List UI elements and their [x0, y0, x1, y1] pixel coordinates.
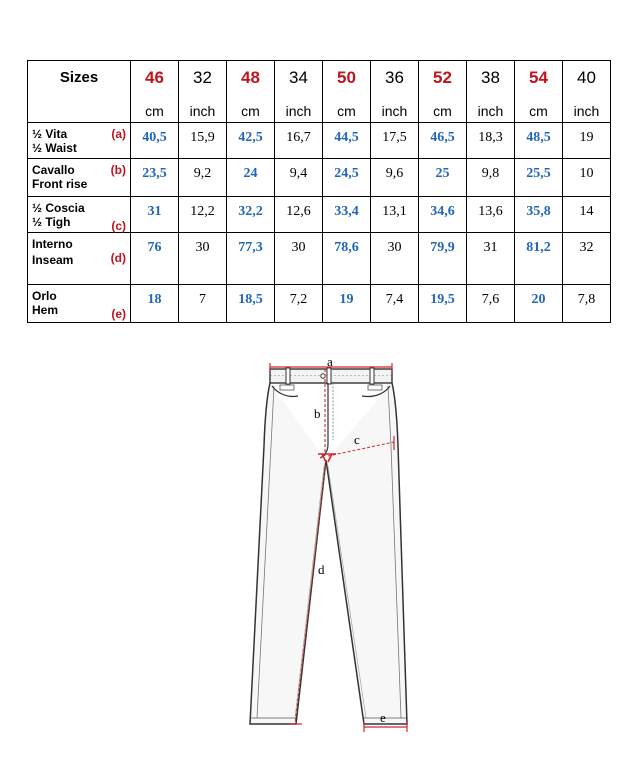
cm-value: 35,8: [526, 204, 551, 219]
inch-value: 30: [291, 240, 306, 255]
value-cell: [563, 123, 611, 159]
cm-value: 42,5: [238, 130, 263, 145]
row-label-secondary: Hem: [32, 303, 59, 317]
inch-value: 12,2: [190, 204, 215, 219]
inch-value: 19: [579, 130, 594, 145]
size-header-cell: [131, 61, 179, 123]
cm-value: 33,4: [334, 204, 359, 219]
trousers-diagram: [240, 356, 420, 746]
cm-value: 78,6: [334, 240, 359, 255]
inch-value: 10: [579, 166, 594, 181]
value-cell: [419, 123, 467, 159]
cm-value: 31: [147, 204, 162, 219]
measurement-row: [28, 285, 611, 323]
size-header-cell: [467, 61, 515, 123]
inch-value: 12,6: [286, 204, 311, 219]
inch-value: 17,5: [382, 130, 407, 145]
value-cell: [371, 197, 419, 233]
row-label-primary: ½ Coscia: [32, 201, 85, 215]
value-cell: [467, 159, 515, 197]
value-cell: [179, 285, 227, 323]
value-cell: [275, 285, 323, 323]
unit-label: inch: [477, 103, 504, 119]
row-label-cell: [28, 285, 131, 323]
size-number: 48: [241, 68, 260, 87]
inch-value: 16,7: [286, 130, 311, 145]
size-number: 34: [289, 68, 308, 87]
cm-value: 19: [339, 292, 354, 307]
cm-value: 24,5: [334, 166, 359, 181]
inch-value: 7,2: [289, 292, 308, 307]
inch-value: 7,8: [577, 292, 596, 307]
cm-value: 76: [147, 240, 162, 255]
cm-value: 20: [531, 292, 546, 307]
cm-value: 44,5: [334, 130, 359, 145]
inch-value: 13,1: [382, 204, 407, 219]
size-number: 54: [529, 68, 548, 87]
inch-value: 31: [483, 240, 498, 255]
size-header-cell: [515, 61, 563, 123]
size-number: 46: [145, 68, 164, 87]
diagram-label-e: e: [380, 710, 386, 725]
value-cell: [131, 159, 179, 197]
value-cell: [227, 159, 275, 197]
cm-value: 46,5: [430, 130, 455, 145]
value-cell: [419, 197, 467, 233]
row-label-primary: Cavallo: [32, 163, 75, 177]
size-number: 36: [385, 68, 404, 87]
row-letter: (b): [110, 163, 126, 177]
size-header-cell: [227, 61, 275, 123]
unit-label: inch: [189, 103, 216, 119]
value-cell: [131, 285, 179, 323]
cm-value: 18: [147, 292, 162, 307]
header-row: [28, 61, 611, 123]
unit-label: cm: [337, 103, 356, 119]
row-label-secondary: Inseam: [32, 253, 74, 267]
size-header-cell: [371, 61, 419, 123]
row-label-primary: ½ Vita: [32, 127, 68, 141]
inch-value: 7,4: [385, 292, 404, 307]
left-leg: [250, 383, 326, 724]
value-cell: [323, 123, 371, 159]
value-cell: [323, 233, 371, 285]
row-label-secondary: Front rise: [32, 177, 88, 191]
row-letter: (c): [111, 219, 126, 233]
value-cell: [131, 197, 179, 233]
row-label-secondary: ½ Waist: [32, 141, 77, 155]
value-cell: [227, 233, 275, 285]
trousers-drawing: [240, 356, 420, 746]
value-cell: [371, 233, 419, 285]
inch-value: 9,2: [193, 166, 212, 181]
measurement-row: [28, 197, 611, 233]
cm-value: 48,5: [526, 130, 551, 145]
size-number: 40: [577, 68, 596, 87]
size-number: 38: [481, 68, 500, 87]
value-cell: [275, 233, 323, 285]
value-cell: [323, 285, 371, 323]
value-cell: [179, 159, 227, 197]
inch-value: 18,3: [478, 130, 503, 145]
cm-value: 18,5: [238, 292, 263, 307]
value-cell: [563, 285, 611, 323]
inch-value: 15,9: [190, 130, 215, 145]
inch-value: 14: [579, 204, 594, 219]
value-cell: [179, 123, 227, 159]
inch-value: 13,6: [478, 204, 503, 219]
row-label-primary: Orlo: [32, 289, 57, 303]
cm-value: 25,5: [526, 166, 551, 181]
row-label-primary: Interno: [32, 237, 73, 251]
inch-value: 9,6: [385, 166, 404, 181]
cm-value: 25: [435, 166, 450, 181]
value-cell: [563, 233, 611, 285]
value-cell: [275, 123, 323, 159]
unit-label: cm: [241, 103, 260, 119]
value-cell: [179, 233, 227, 285]
row-letter: (e): [111, 307, 126, 321]
row-letter: (a): [111, 127, 126, 141]
diagram-label-c: c: [354, 432, 360, 447]
row-label-cell: [28, 233, 131, 285]
size-header-cell: [275, 61, 323, 123]
row-letter: (d): [110, 251, 126, 265]
unit-label: inch: [573, 103, 600, 119]
row-label-cell: [28, 123, 131, 159]
value-cell: [515, 123, 563, 159]
measurement-row: [28, 159, 611, 197]
value-cell: [227, 123, 275, 159]
value-cell: [179, 197, 227, 233]
value-cell: [419, 285, 467, 323]
sizes-header-label: Sizes: [59, 69, 99, 86]
size-number: 32: [193, 68, 212, 87]
value-cell: [227, 285, 275, 323]
value-cell: [467, 197, 515, 233]
unit-label: cm: [433, 103, 452, 119]
size-header-cell: [323, 61, 371, 123]
value-cell: [419, 159, 467, 197]
cm-value: 34,6: [430, 204, 455, 219]
measurement-row: [28, 123, 611, 159]
measurement-row: [28, 233, 611, 285]
inch-value: 30: [195, 240, 210, 255]
value-cell: [275, 197, 323, 233]
row-label-cell: [28, 197, 131, 233]
value-cell: [371, 159, 419, 197]
value-cell: [515, 233, 563, 285]
size-number: 52: [433, 68, 452, 87]
value-cell: [467, 123, 515, 159]
size-header-cell: [179, 61, 227, 123]
cm-value: 19,5: [430, 292, 455, 307]
value-cell: [371, 285, 419, 323]
value-cell: [515, 159, 563, 197]
cm-value: 24: [243, 166, 258, 181]
row-label-secondary: ½ Tigh: [32, 215, 71, 229]
cm-value: 32,2: [238, 204, 263, 219]
value-cell: [371, 123, 419, 159]
inch-value: 7,6: [481, 292, 500, 307]
value-cell: [131, 233, 179, 285]
value-cell: [131, 123, 179, 159]
cm-value: 40,5: [142, 130, 167, 145]
value-cell: [563, 197, 611, 233]
inch-value: 32: [579, 240, 594, 255]
size-header-cell: [563, 61, 611, 123]
unit-label: inch: [285, 103, 312, 119]
unit-label: cm: [529, 103, 548, 119]
cm-value: 81,2: [526, 240, 551, 255]
unit-label: inch: [381, 103, 408, 119]
cm-value: 23,5: [142, 166, 167, 181]
diagram-label-d: d: [318, 562, 325, 577]
size-header-cell: [419, 61, 467, 123]
inch-value: 9,4: [289, 166, 308, 181]
value-cell: [515, 285, 563, 323]
row-label-cell: [28, 159, 131, 197]
value-cell: [323, 197, 371, 233]
cm-value: 77,3: [238, 240, 263, 255]
cm-value: 79,9: [430, 240, 455, 255]
diagram-label-a: a: [327, 356, 333, 369]
size-number: 50: [337, 68, 356, 87]
value-cell: [419, 233, 467, 285]
value-cell: [275, 159, 323, 197]
size-chart-table: [27, 60, 611, 323]
value-cell: [227, 197, 275, 233]
value-cell: [467, 285, 515, 323]
sizes-header-cell: [28, 61, 131, 123]
inch-value: 9,8: [481, 166, 500, 181]
value-cell: [467, 233, 515, 285]
unit-label: cm: [145, 103, 164, 119]
inch-value: 30: [387, 240, 402, 255]
value-cell: [515, 197, 563, 233]
inch-value: 7: [199, 292, 206, 307]
value-cell: [563, 159, 611, 197]
diagram-label-b: b: [314, 406, 321, 421]
value-cell: [323, 159, 371, 197]
